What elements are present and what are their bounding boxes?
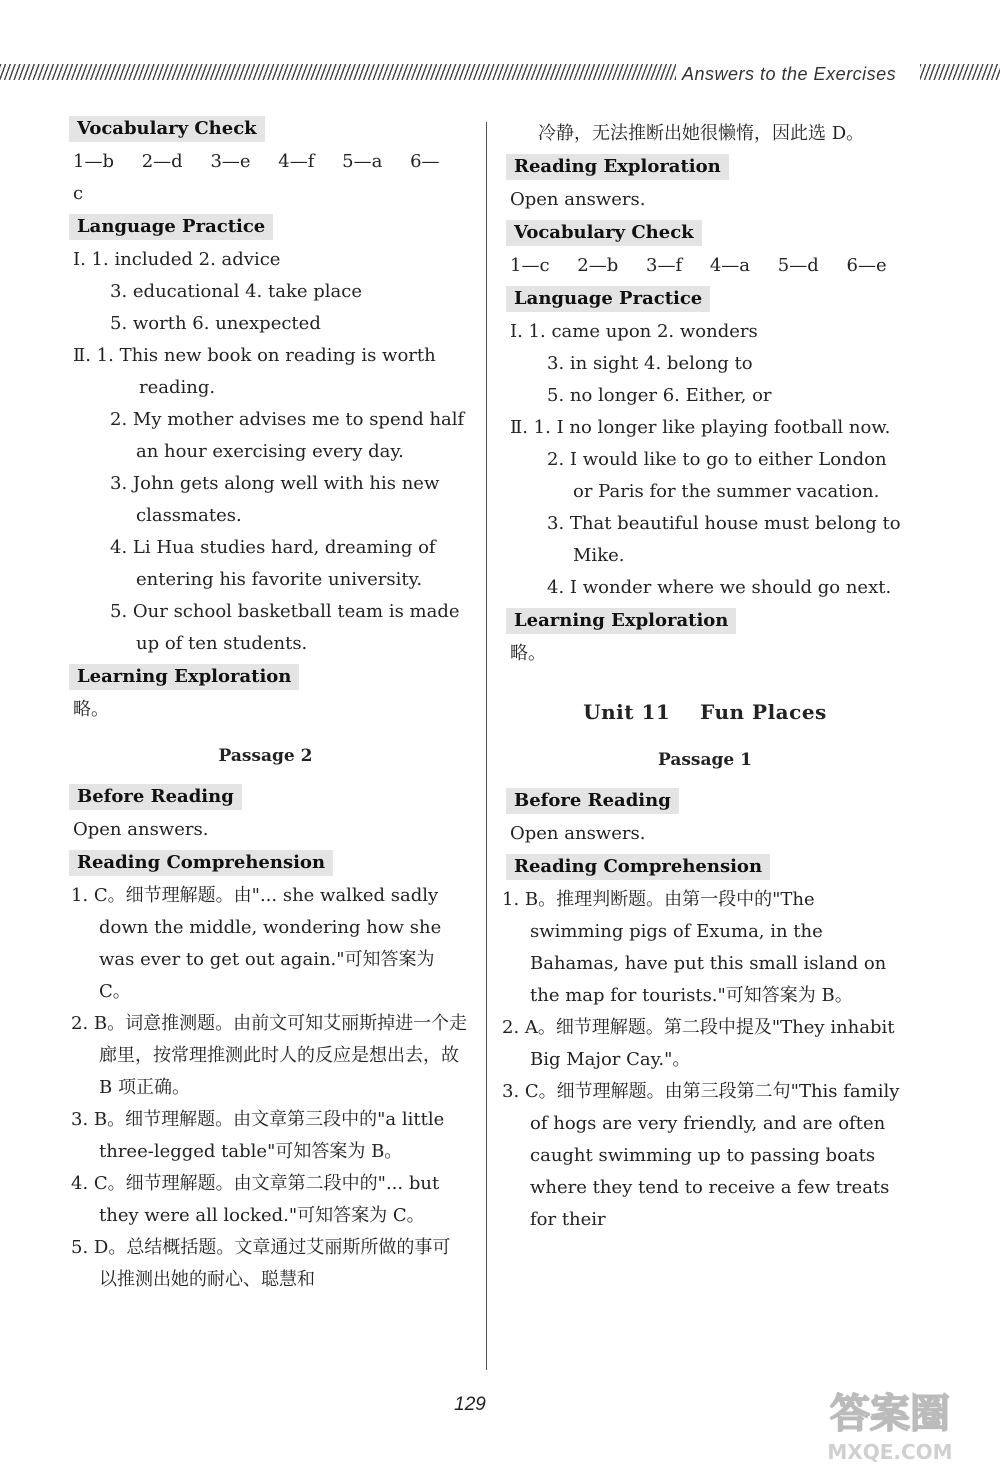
passage-title: Passage 1 xyxy=(658,750,752,770)
practice-item: 2. My mother advises me to spend half an hour exercising every day. xyxy=(110,409,465,462)
vocab-answers: 1—c 2—b 3—f 4—a 5—d 6—e xyxy=(510,255,887,276)
watermark-url: MXQE.COM xyxy=(827,1440,953,1464)
comprehension-item: 3. C。细节理解题。由第三段第二句"This family of hogs are very friendly, and are often caught swimming up to passing boats where they tend to receive a few treats for their xyxy=(502,1081,900,1230)
watermark-chars: 答案圈 xyxy=(830,1391,950,1437)
comprehension-item: 2. B。词意推测题。由前文可知艾丽斯掉进一个走廊里，按常理推测此时人的反应是想出去，故 B 项正确。 xyxy=(71,1013,468,1098)
practice-item: 3. That beautiful house must belong to Mike. xyxy=(547,513,901,566)
section-heading: Learning Exploration xyxy=(506,608,736,634)
practice-line: 5. worth 6. unexpected xyxy=(110,313,321,334)
header-hatch-left xyxy=(0,64,676,80)
section-heading: Reading Exploration xyxy=(506,154,729,180)
reading-exploration-text: Open answers. xyxy=(510,189,646,210)
section-heading: Reading Comprehension xyxy=(506,854,770,880)
practice-item: Ⅱ. 1. I no longer like playing football now. xyxy=(510,417,891,438)
before-reading-text: Open answers. xyxy=(73,819,209,840)
learning-text: 略。 xyxy=(73,699,109,720)
comprehension-item: 1. B。推理判断题。由第一段中的"The swimming pigs of Exuma, in the Bahamas, have put this small island on the map for tourists."可知答案为 B。 xyxy=(502,889,887,1006)
section-heading: Reading Comprehension xyxy=(69,850,333,876)
comprehension-item: 2. A。细节理解题。第二段中提及"They inhabit Big Major Cay."。 xyxy=(502,1017,895,1070)
passage-title: Passage 2 xyxy=(218,746,313,766)
practice-item: Ⅱ. 1. This new book on reading is worth reading. xyxy=(73,345,436,398)
practice-item: 3. John gets along well with his new classmates. xyxy=(110,473,440,526)
before-reading-text: Open answers. xyxy=(510,823,646,844)
section-heading: Before Reading xyxy=(506,788,679,814)
learning-text: 略。 xyxy=(510,643,546,664)
comprehension-item: 1. C。细节理解题。由"... she walked sadly down the middle, wondering how she was ever to get out again."可知答案为 C。 xyxy=(71,885,442,1002)
unit-title: Unit 11 Fun Places xyxy=(583,700,827,724)
section-heading: Vocabulary Check xyxy=(506,220,702,246)
page-number: 129 xyxy=(454,1394,486,1415)
header-title: Answers to the Exercises xyxy=(682,64,897,84)
right-column xyxy=(500,118,910,1236)
comprehension-item: 4. C。细节理解题。由文章第二段中的"... but they were all locked."可知答案为 C。 xyxy=(71,1173,440,1226)
page-header xyxy=(0,60,1000,94)
section-heading: Language Practice xyxy=(69,214,273,240)
practice-item: 2. I would like to go to either London or Paris for the summer vacation. xyxy=(547,449,887,502)
practice-line: 3. educational 4. take place xyxy=(110,281,362,302)
section-heading: Before Reading xyxy=(69,784,242,810)
practice-line: 5. no longer 6. Either, or xyxy=(547,385,772,406)
left-column xyxy=(63,112,468,1296)
watermark-logo xyxy=(790,1385,990,1465)
practice-item: 5. Our school basketball team is made up of ten students. xyxy=(110,601,460,654)
vocab-answers: 1—b 2—d 3—e 4—f 5—a 6—c xyxy=(73,151,440,204)
practice-item: 4. Li Hua studies hard, dreaming of entering his favorite university. xyxy=(110,537,436,590)
comprehension-item: 5. D。总结概括题。文章通过艾丽斯所做的事可以推测出她的耐心、聪慧和 xyxy=(71,1237,451,1290)
column-divider xyxy=(486,122,487,1370)
header-hatch-right xyxy=(920,64,1000,80)
comprehension-item: 3. B。细节理解题。由文章第三段中的"a little three-legged table"可知答案为 B。 xyxy=(71,1109,445,1162)
section-heading: Vocabulary Check xyxy=(69,116,265,142)
practice-line: 3. in sight 4. belong to xyxy=(547,353,753,374)
practice-line: Ⅰ. 1. came upon 2. wonders xyxy=(510,321,758,342)
continuation-text: 冷静，无法推断出她很懒惰，因此选 D。 xyxy=(538,123,865,144)
practice-line: Ⅰ. 1. included 2. advice xyxy=(73,249,281,270)
practice-item: 4. I wonder where we should go next. xyxy=(547,577,892,598)
section-heading: Language Practice xyxy=(506,286,710,312)
section-heading: Learning Exploration xyxy=(69,664,299,690)
watermark-icon xyxy=(790,1385,990,1465)
